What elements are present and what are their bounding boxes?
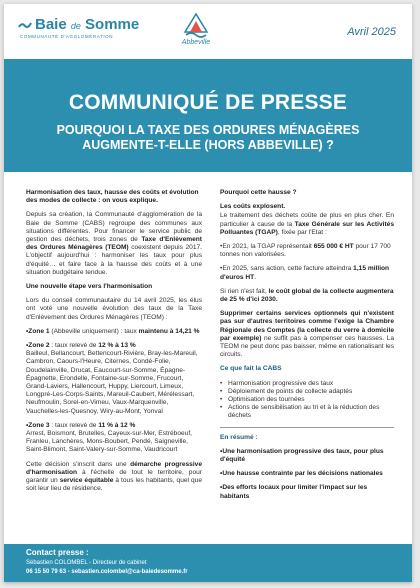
section-heading-why: Pourquoi cette hausse ?	[220, 189, 297, 196]
tgap-2021-amount: 655 000 € HT	[313, 243, 354, 251]
equitable-term: service équitable	[59, 477, 114, 485]
zone-3-label: •Zone 3	[26, 421, 50, 429]
zone-1-label: •Zone 1	[26, 327, 50, 335]
zone-2-label: •Zone 2	[26, 342, 50, 350]
summary-text: Une hausse contrainte par les décisions nationales	[222, 470, 383, 478]
zone-3-rate: 11 % à 12 %	[98, 421, 136, 429]
intro-paragraph: Harmonisation des taux, hausse des coûts et évolution des modes de collecte : on vous explique.	[26, 189, 199, 205]
abbeville-mark-icon	[183, 12, 209, 40]
zone-1-rate: maintenu à 14,21 %	[138, 327, 200, 335]
zone-3-communes: Arrest, Boismont, Brutelles, Cayeux-sur-Mer, Estréboeuf, Franleu, Lanchères, Mons-Boubert, Pendé, Saigneville, Saint-Blimont, Saint-Valery-sur-Somme, Vaudricourt	[26, 430, 193, 454]
tgap-2025-item: •En 2025, sans action, cette facture atteindra 1,15 million d'euros HT.	[220, 265, 390, 281]
bullet-icon: •	[220, 379, 223, 387]
cabs-list	[220, 380, 394, 421]
baie-de-somme-logo	[18, 16, 139, 33]
section-divider	[220, 427, 394, 428]
summary-text: Des efforts locaux pour limiter l'impact sur les habitants	[220, 484, 368, 500]
teom-term: Taxe d'Enlèvement des Ordures Ménagères (TEOM)	[26, 236, 202, 252]
costs-text-end: , fixée par l'Etat :	[277, 228, 327, 236]
progressive-term: démarche progressive d'harmonisation	[26, 460, 203, 476]
list-item-text: Actions de sensibilisation au tri et à la réduction des déchets	[228, 404, 380, 420]
bullet-icon: •	[220, 387, 223, 395]
forecast-paragraph	[220, 288, 394, 304]
logo-main-text: Baie	[35, 16, 67, 33]
list-item	[220, 388, 394, 396]
summary-item: •Une hausse contrainte par les décisions nationales	[220, 470, 383, 478]
list-item	[220, 404, 394, 420]
abbeville-logo	[166, 12, 226, 54]
title-banner	[4, 59, 412, 172]
context-paragraph	[26, 211, 202, 277]
zone-2-communes: Bailleul, Bellancourt, Bettencourt-Rivière, Bray-les-Mareuil, Cambron, Caours-l'Heure, Citernes, Condé-Folie, Doudelainville, Drucat, Eaucourt-sur-Somme, Épagne-Épagnette, Erondelle, Fontaine-sur-Somme, Frucourt, Grand-Laviers, Hallencourt, Huppy, Liercourt, Limeux, Longpré-Les-Corps-Saints, Mareuil-Caubert, Mérélessart, Neufmoulin, Sorel-en-Vimeu, Vaux-Marquenville, Vauchelles-les-Quesnoy, Wiry-au-Mont, Yonval	[26, 350, 198, 415]
tgap-2025-text: En 2025, sans action, cette facture atteindra	[222, 265, 354, 273]
section-heading-cabs: Ce que fait la CABS	[220, 365, 282, 373]
tgap-2021-text-end: pour 17 700 tonnes non valorisées.	[220, 243, 391, 259]
context-text-end: coexistent depuis 2017. L'objectif aujourd'hui : harmoniser les taux pour plus d'équité… et faire face à la hausse des coûts et à une situation budgétaire tendue.	[26, 244, 202, 276]
list-item	[220, 396, 394, 404]
list-item-text: Déploiement de points de collecte adaptés	[228, 387, 353, 395]
zone-1-text: (Abbeville uniquement) : taux	[49, 327, 139, 335]
tgap-2025-text-end: .	[254, 273, 257, 281]
contact-name: Sébastien COLOMBEL - Directeur de cabinet	[26, 560, 147, 566]
header-logos	[18, 12, 268, 52]
conclusion-text-mid: à l'échelle de tout le territoire, pour garantir un	[26, 468, 202, 485]
section-heading-summary: En résumé :	[220, 433, 258, 441]
subtitle-line-1: POURQUOI LA TAXE DES ORDURES MÉNAGÈRES	[56, 123, 360, 137]
logo-main-small: de	[70, 21, 81, 31]
abbeville-logo-text: Abbeville	[181, 39, 211, 46]
subtitle-line-2: AUGMENTE-T-ELLE (HORS ABBEVILLE) ?	[82, 138, 334, 152]
summary-item: •Une harmonisation progressive des taux, pour plus d'équité	[220, 447, 384, 464]
contact-details[interactable]: 06 15 50 79 63 - sebastien.colombel@ca-baiedesomme.fr	[26, 569, 188, 575]
summary-item: •Des efforts locaux pour limiter l'impact sur les habitants	[220, 484, 368, 500]
conclusion-text-end: à tous les habitants, quel que soit leur lieu de résidence.	[26, 477, 203, 493]
section-heading-harmonisation: Une nouvelle étape vers l'harmonisation	[26, 283, 153, 291]
press-release-page	[4, 4, 412, 582]
press-contact-footer	[4, 544, 412, 582]
zone-3-text: : taux relevé de	[49, 421, 99, 429]
zone-2-item	[26, 342, 202, 416]
services-paragraph	[220, 310, 394, 359]
logo-main-end: Somme	[85, 16, 140, 33]
costs-heading: Les coûts explosent.	[220, 203, 286, 211]
release-date: Avril 2025	[347, 26, 396, 38]
page-subtitle	[4, 123, 412, 153]
tgap-2025-amount: 1,15 million d'euros HT	[220, 265, 390, 281]
page-title: COMMUNIQUÉ DE PRESSE	[68, 91, 348, 114]
contact-title: Contact presse :	[26, 548, 89, 557]
conclusion-paragraph	[26, 461, 202, 494]
zone-1-item	[26, 328, 202, 336]
services-text-end: ne suffit pas à compenser ces hausses. La TEOM ne peut donc pas baisser, même en rationalisant les circuits.	[220, 334, 394, 359]
zone-2-text: : taux relevé de	[49, 342, 99, 350]
bullet-icon: •	[220, 396, 223, 404]
zone-2-rate: 12 % à 13 %	[98, 342, 136, 350]
conclusion-text: Cette décision s'inscrit dans une	[26, 460, 131, 468]
wave-icon	[18, 20, 32, 30]
forecast-text: Si rien n'est fait,	[220, 287, 269, 295]
tgap-2021-text: En 2021, la TGAP représentait	[222, 243, 314, 251]
tgap-term: Taxe Générale sur les Activités Polluantes (TGAP)	[220, 220, 394, 236]
list-item-text: Harmonisation progressive des taux	[228, 379, 334, 387]
logo-subtitle: COMMUNAUTÉ D'AGGLOMÉRATION	[20, 34, 114, 39]
services-text: Supprimer certains services optionnels qui n'existent pas sur d'autres territoires comme l'exige la Chambre Régionale des Comptes (la collecte du verre à domicile par exemple)	[220, 310, 394, 342]
left-column	[26, 189, 202, 500]
summary-text: Une harmonisation progressive des taux, pour plus d'équité	[220, 447, 384, 464]
context-text: Depuis sa création, la Communauté d'agglomération de la Baie de Somme (CABS) regroupe des communes aux situations différentes. Pour financer le service public de gestion des déchets, trois zones de	[26, 211, 202, 244]
forecast-figure: le coût global de la collecte augmentera de 25 % d'ici 2030.	[220, 287, 394, 304]
list-item	[220, 380, 394, 388]
bullet-icon: •	[220, 404, 223, 412]
costs-text: Le traitement des déchets coûte de plus en plus cher. En particulier à cause de la	[220, 212, 394, 228]
list-item-text: Optimisation des tournées	[228, 396, 305, 404]
right-column	[220, 189, 394, 507]
vote-paragraph: Lors du conseil communautaire du 14 avril 2025, les élus ont voté une nouvelle évolution des taux de la Taxe d'Enlèvement des Ordures Ménagères (TEOM) :	[26, 297, 202, 321]
zone-3-item	[26, 422, 202, 455]
costs-paragraph	[220, 212, 394, 237]
tgap-2021-item: •En 2021, la TGAP représentait 655 000 € HT pour 17 700 tonnes non valorisées.	[220, 243, 391, 259]
